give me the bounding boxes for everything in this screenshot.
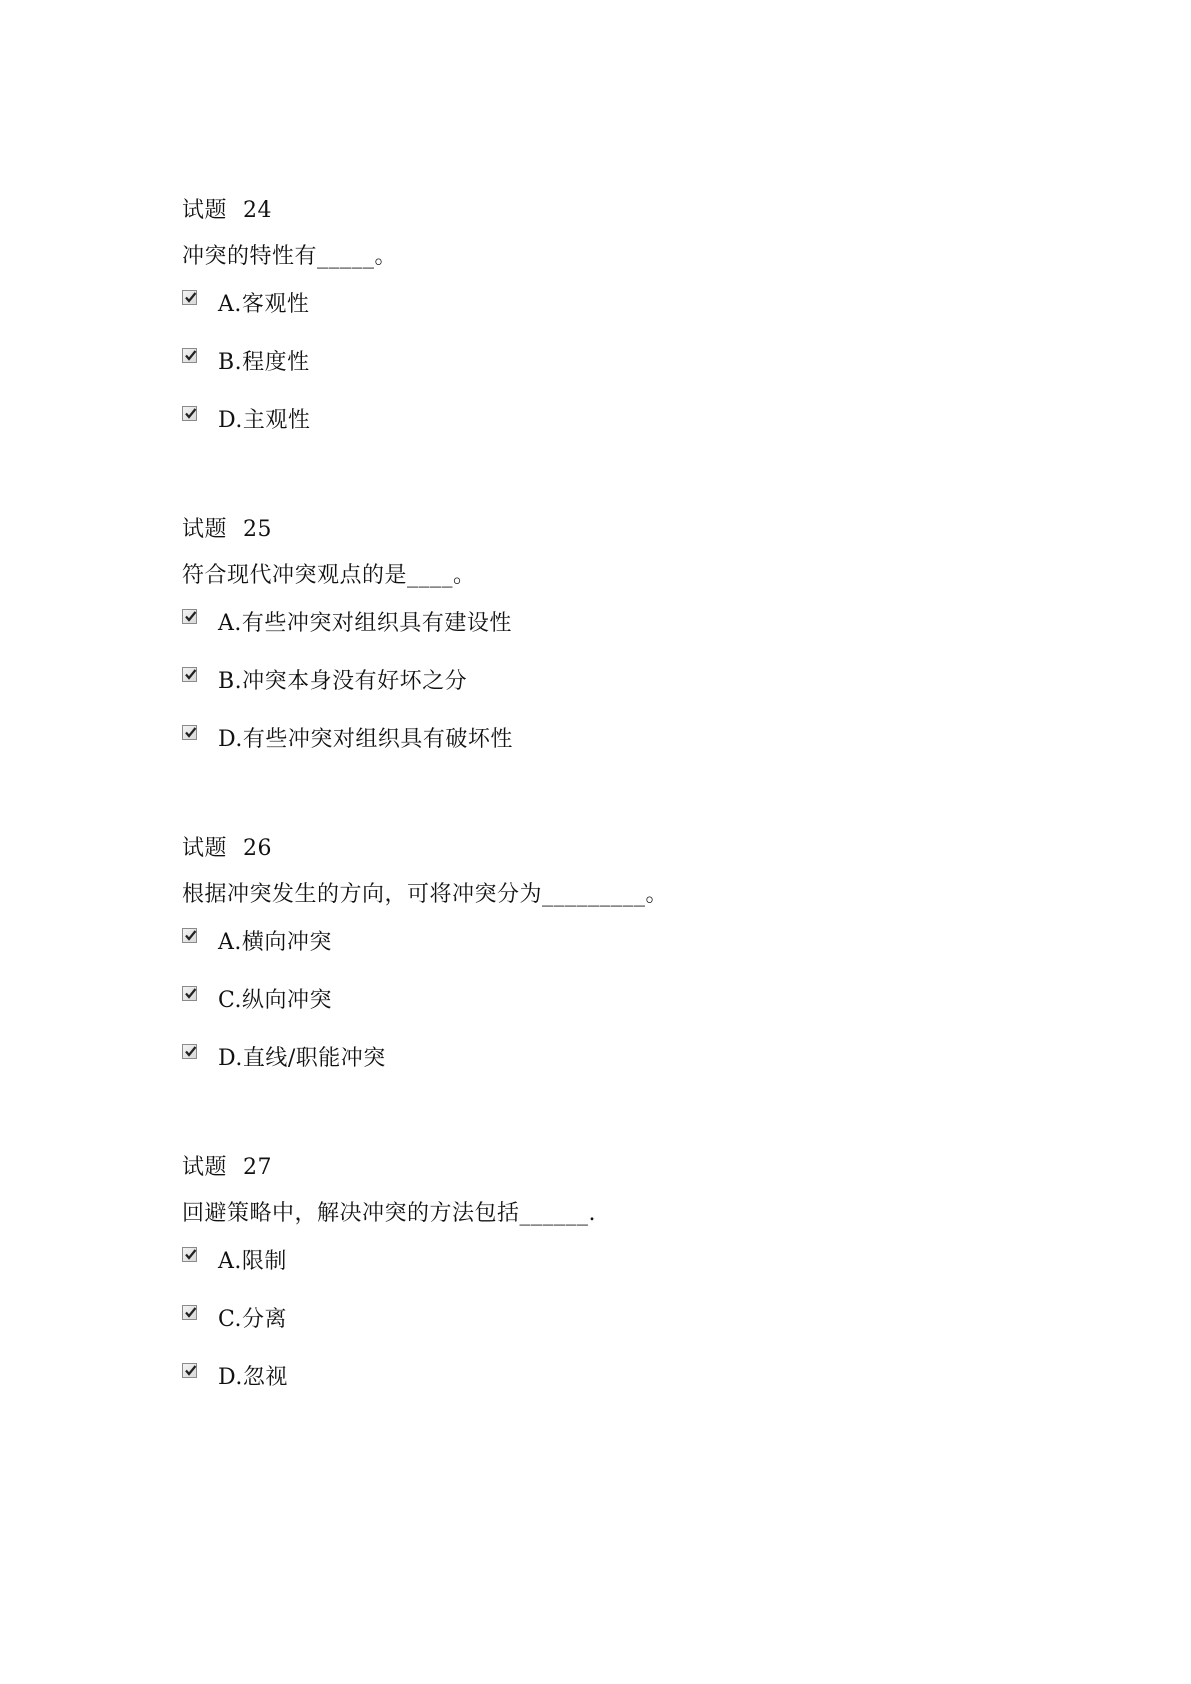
checkbox-checked-icon[interactable] (182, 1363, 197, 1378)
question-header (182, 196, 1082, 226)
answer-option (182, 661, 1082, 719)
checkbox-checked-icon[interactable] (182, 667, 197, 682)
quiz-document (182, 196, 1082, 1472)
answer-option (182, 1241, 1082, 1299)
question-header-label: 试题 (182, 1155, 228, 1180)
option-label: D.直线/职能冲突 (218, 1046, 386, 1071)
checkbox-checked-icon[interactable] (182, 348, 197, 363)
checkbox-checked-icon[interactable] (182, 725, 197, 740)
question-number: 25 (243, 517, 273, 542)
answer-option (182, 1357, 1082, 1415)
question-header-label: 试题 (182, 517, 228, 542)
question-header (182, 1153, 1082, 1183)
option-label: B.冲突本身没有好坏之分 (218, 669, 468, 694)
question-stem: 回避策略中，解决冲突的方法包括______. (182, 1201, 596, 1226)
question-number: 27 (243, 1155, 273, 1180)
question-number: 26 (243, 836, 273, 861)
answer-option (182, 400, 1082, 458)
question-block (182, 515, 1082, 777)
question-stem: 冲突的特性有_____。 (182, 244, 398, 269)
answer-option (182, 284, 1082, 342)
checkbox-checked-icon[interactable] (182, 1044, 197, 1059)
option-label: A.横向冲突 (218, 930, 332, 955)
option-label: D.有些冲突对组织具有破坏性 (218, 727, 513, 752)
option-label: A.限制 (218, 1249, 287, 1274)
checkbox-checked-icon[interactable] (182, 986, 197, 1001)
question-header-label: 试题 (182, 836, 228, 861)
question-header (182, 515, 1082, 545)
question-stem: 符合现代冲突观点的是____。 (182, 563, 476, 588)
answer-option (182, 603, 1082, 661)
question-block (182, 196, 1082, 458)
option-label: C.分离 (218, 1307, 288, 1332)
option-label: A.有些冲突对组织具有建设性 (218, 611, 512, 636)
question-block (182, 834, 1082, 1096)
answer-option (182, 1299, 1082, 1357)
checkbox-checked-icon[interactable] (182, 928, 197, 943)
checkbox-checked-icon[interactable] (182, 1305, 197, 1320)
answer-option (182, 1038, 1082, 1096)
option-label: B.程度性 (218, 350, 310, 375)
checkbox-checked-icon[interactable] (182, 290, 197, 305)
option-label: D.忽视 (218, 1365, 288, 1390)
option-label: A.客观性 (218, 292, 310, 317)
checkbox-checked-icon[interactable] (182, 1247, 197, 1262)
question-number: 24 (243, 198, 273, 223)
checkbox-checked-icon[interactable] (182, 406, 197, 421)
question-stem: 根据冲突发生的方向，可将冲突分为_________。 (182, 882, 669, 907)
question-header (182, 834, 1082, 864)
answer-option (182, 980, 1082, 1038)
answer-option (182, 342, 1082, 400)
checkbox-checked-icon[interactable] (182, 609, 197, 624)
question-header-label: 试题 (182, 198, 228, 223)
option-label: C.纵向冲突 (218, 988, 333, 1013)
option-label: D.主观性 (218, 408, 311, 433)
question-block (182, 1153, 1082, 1415)
answer-option (182, 719, 1082, 777)
answer-option (182, 922, 1082, 980)
